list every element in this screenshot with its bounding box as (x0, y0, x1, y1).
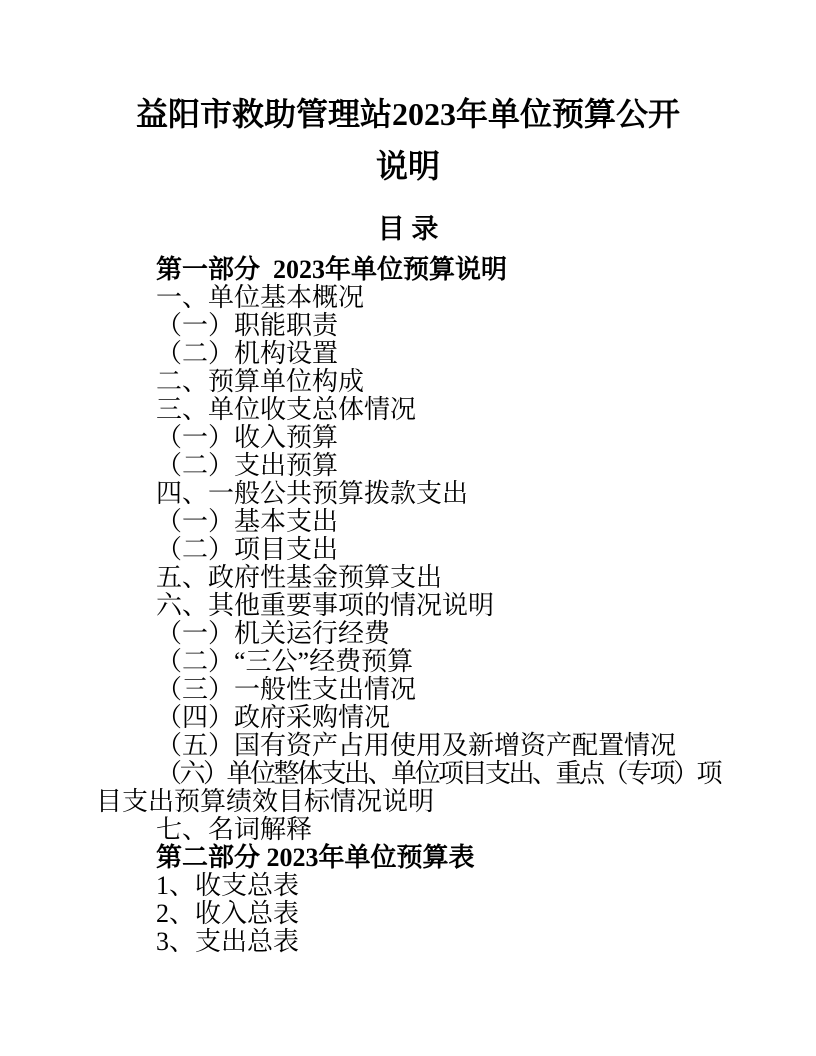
toc-item: （一）基本支出 (156, 507, 339, 536)
document-title-line1: 益阳市救助管理站2023年单位预算公开 (135, 96, 680, 132)
document-title (96, 88, 720, 192)
toc-item: 第二部分 2023年单位预算表 (156, 843, 475, 872)
toc-item: （一）收入预算 (156, 423, 339, 452)
toc-item: 第一部分 2023年单位预算说明 (156, 255, 508, 284)
toc-item: 1、收支总表 (156, 871, 300, 900)
toc-item: 六、其他重要事项的情况说明 (156, 591, 495, 620)
toc-item: 四、一般公共预算拨款支出 (156, 479, 469, 508)
toc-item: 二、预算单位构成 (156, 367, 365, 396)
toc-list (96, 256, 720, 956)
toc-item: （二）“三公”经费预算 (156, 647, 414, 676)
toc-item: （二）支出预算 (156, 451, 339, 480)
toc-item: 2、收入总表 (156, 899, 300, 928)
toc-item: 3、支出总表 (156, 927, 300, 956)
toc-item: （三）一般性支出情况 (156, 675, 417, 704)
toc-item: 目支出预算绩效目标情况说明 (96, 787, 435, 816)
toc-item: （一）机关运行经费 (156, 619, 391, 648)
toc-item: 五、政府性基金预算支出 (156, 563, 443, 592)
toc-item: （二）项目支出 (156, 535, 339, 564)
toc-item: 七、名词解释 (156, 815, 313, 844)
toc-item: （五）国有资产占用使用及新增资产配置情况 (156, 731, 677, 760)
document-title-line2: 说明 (375, 148, 440, 184)
toc-item: 三、单位收支总体情况 (156, 395, 417, 424)
toc-item: （二）机构设置 (156, 339, 339, 368)
toc-item: 一、单位基本概况 (156, 283, 365, 312)
toc-heading: 目 录 (377, 214, 439, 244)
toc-item: （一）职能职责 (156, 311, 339, 340)
toc-item: （六）单位整体支出、单位项目支出、重点（专项）项 (156, 759, 721, 788)
toc-item: （四）政府采购情况 (156, 703, 391, 732)
